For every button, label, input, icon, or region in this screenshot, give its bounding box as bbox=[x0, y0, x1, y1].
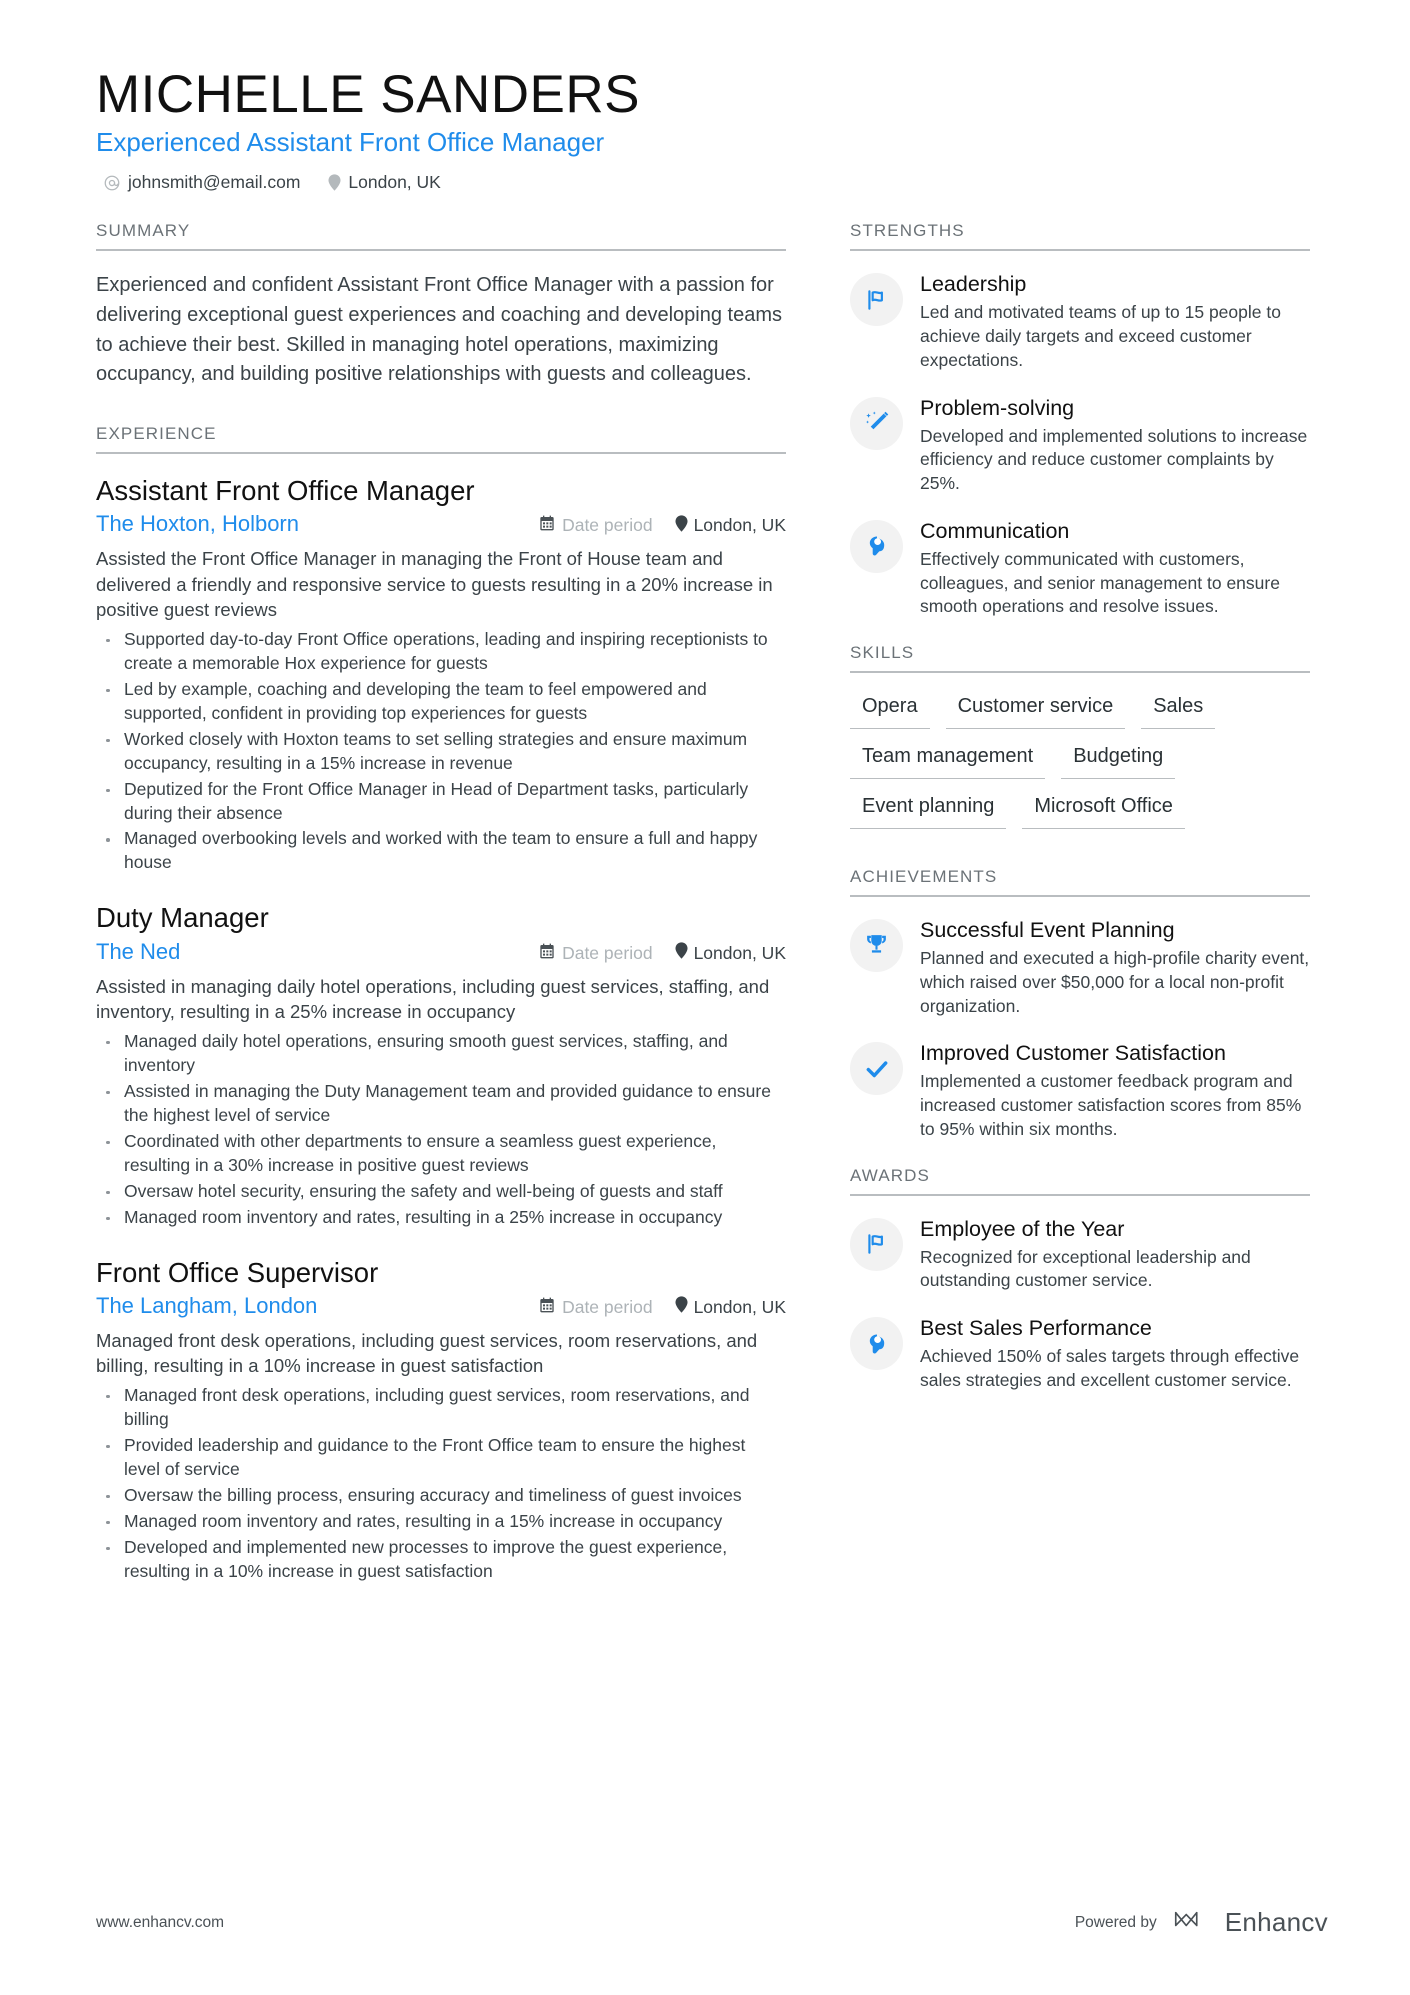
strength-title: Problem-solving bbox=[920, 395, 1075, 420]
job-date bbox=[539, 943, 652, 964]
job-meta bbox=[96, 511, 786, 537]
job-bullets bbox=[96, 1030, 786, 1230]
achievement-title: Improved Customer Satisfaction bbox=[920, 1041, 1226, 1066]
section-awards bbox=[850, 1166, 1310, 1393]
job-bullet: Led by example, coaching and developing the team to feel empowered and supported, confident in providing top experiences for guests bbox=[96, 678, 786, 726]
enhancv-brand[interactable] bbox=[1173, 1906, 1328, 1939]
section-divider bbox=[96, 452, 786, 454]
flag-icon bbox=[850, 1218, 903, 1271]
skill-chip: Microsoft Office bbox=[1022, 793, 1185, 829]
job-summary: Assisted the Front Office Manager in managing the Front of House team and delivered a friendly and responsive service to guests resulting in a 20% increase in positive guest reviews bbox=[96, 548, 773, 621]
award-body bbox=[920, 1216, 1310, 1293]
resume-body bbox=[96, 221, 1328, 1609]
speech-head-icon bbox=[850, 520, 903, 573]
job-summary: Assisted in managing daily hotel operations, including guest services, staffing, and inventory, resulting in a 25% increase in occupancy bbox=[96, 975, 770, 1023]
job-meta-right bbox=[539, 942, 786, 964]
strength-desc: Effectively communicated with customers, colleagues, and senior management to ensure smooth operations and resolve issues. bbox=[920, 548, 1280, 617]
section-summary-heading: SUMMARY bbox=[96, 221, 191, 241]
job-date bbox=[539, 1297, 652, 1318]
calendar-icon bbox=[539, 943, 555, 964]
strength-item bbox=[850, 395, 1310, 496]
strength-body bbox=[920, 395, 1310, 496]
job-summary: Managed front desk operations, including guest services, room reservations, and billing, resulting in a 10% increase in guest satisfaction bbox=[96, 1329, 758, 1377]
strength-body bbox=[920, 271, 1310, 372]
achievement-desc: Planned and executed a high-profile charity event, which raised over $50,000 for a local non-profit organization. bbox=[920, 948, 1310, 1016]
map-pin-icon bbox=[328, 174, 341, 191]
achievement-item bbox=[850, 1040, 1310, 1141]
contact-location-text: London, UK bbox=[348, 172, 441, 193]
job-bullet: Developed and implemented new processes to improve the guest experience, resulting in a 10% increase in guest satisfaction bbox=[96, 1536, 786, 1584]
enhancv-logo-icon bbox=[1173, 1906, 1215, 1939]
contact-email[interactable] bbox=[103, 172, 300, 193]
experience-entry bbox=[96, 474, 786, 876]
skill-chip: Team management bbox=[850, 743, 1045, 779]
candidate-headline: Experienced Assistant Front Office Manager bbox=[96, 127, 605, 158]
job-location bbox=[675, 1296, 786, 1318]
job-company[interactable]: The Langham, London bbox=[96, 1292, 318, 1318]
section-divider bbox=[850, 895, 1310, 897]
job-bullet: Assisted in managing the Duty Management team and provided guidance to ensure the highest level of service bbox=[96, 1080, 786, 1128]
strength-body bbox=[920, 518, 1310, 619]
job-company[interactable]: The Hoxton, Holborn bbox=[96, 511, 299, 537]
strength-desc: Developed and implemented solutions to increase efficiency and reduce customer complaints by 25%. bbox=[920, 425, 1308, 494]
skills-list bbox=[850, 693, 1310, 843]
contact-location bbox=[328, 172, 440, 193]
job-bullet: Managed overbooking levels and worked with the team to ensure a full and happy house bbox=[96, 827, 786, 875]
enhancv-wordmark: Enhancv bbox=[1224, 1907, 1328, 1937]
experience-entry bbox=[96, 901, 786, 1229]
section-divider bbox=[96, 249, 786, 251]
map-pin-icon bbox=[675, 515, 688, 537]
speech-head-icon bbox=[850, 1317, 903, 1370]
powered-by-label: Powered by bbox=[1074, 1913, 1157, 1931]
calendar-icon bbox=[539, 1297, 555, 1318]
skill-chip: Customer service bbox=[946, 693, 1126, 729]
job-bullet: Supported day-to-day Front Office operations, leading and inspiring receptionists to create a memorable Hox experience for guests bbox=[96, 628, 786, 676]
job-bullet: Worked closely with Hoxton teams to set selling strategies and ensure maximum occupancy, resulting in a 15% increase in revenue bbox=[96, 728, 786, 776]
job-date-text: Date period bbox=[562, 1296, 653, 1317]
job-title: Duty Manager bbox=[96, 902, 269, 934]
job-title: Assistant Front Office Manager bbox=[96, 474, 475, 506]
award-item bbox=[850, 1315, 1310, 1392]
resume-header bbox=[96, 66, 1328, 193]
job-company[interactable]: The Ned bbox=[96, 938, 181, 964]
section-strengths bbox=[850, 221, 1310, 619]
strength-title: Communication bbox=[920, 518, 1070, 543]
trophy-icon bbox=[850, 919, 903, 972]
job-date bbox=[539, 515, 652, 536]
job-bullet: Coordinated with other departments to ensure a seamless guest experience, resulting in a 30% increase in positive guest reviews bbox=[96, 1130, 786, 1178]
section-achievements-heading: ACHIEVEMENTS bbox=[850, 867, 998, 887]
job-title: Front Office Supervisor bbox=[96, 1256, 379, 1288]
resume-footer bbox=[96, 1906, 1328, 1939]
skill-chip: Opera bbox=[850, 693, 930, 729]
award-desc: Achieved 150% of sales targets through effective sales strategies and excellent customer service. bbox=[920, 1346, 1300, 1390]
section-achievements bbox=[850, 867, 1310, 1142]
job-location bbox=[675, 515, 786, 537]
check-icon bbox=[850, 1042, 903, 1095]
job-meta bbox=[96, 939, 786, 965]
job-bullet: Managed front desk operations, including guest services, room reservations, and billing bbox=[96, 1384, 786, 1432]
section-skills bbox=[850, 643, 1310, 843]
section-experience-heading: EXPERIENCE bbox=[96, 423, 217, 443]
job-bullets bbox=[96, 1384, 786, 1584]
achievement-body bbox=[920, 1040, 1310, 1141]
candidate-name: MICHELLE SANDERS bbox=[96, 65, 641, 124]
calendar-icon bbox=[539, 515, 555, 536]
footer-brand-group bbox=[1075, 1906, 1328, 1939]
summary-text: Experienced and confident Assistant Front Office Manager with a passion for delivering exceptional guest experiences and coaching and developing teams to achieve their best. Skilled in managing hotel operations, maximizing occupancy, and building positive relationships with guests and colleagues. bbox=[96, 274, 783, 386]
skill-chip: Budgeting bbox=[1061, 743, 1175, 779]
section-divider bbox=[850, 249, 1310, 251]
section-divider bbox=[850, 671, 1310, 673]
strength-item bbox=[850, 271, 1310, 372]
award-desc: Recognized for exceptional leadership and outstanding customer service. bbox=[920, 1246, 1251, 1291]
award-title: Best Sales Performance bbox=[920, 1316, 1152, 1341]
job-meta-right bbox=[539, 515, 786, 537]
achievement-title: Successful Event Planning bbox=[920, 918, 1175, 943]
achievement-desc: Implemented a customer feedback program and increased customer satisfaction scores from 85% to 95% within six months. bbox=[920, 1071, 1302, 1139]
footer-url[interactable]: www.enhancv.com bbox=[96, 1913, 225, 1931]
job-bullet: Provided leadership and guidance to the Front Office team to ensure the highest level of service bbox=[96, 1434, 786, 1482]
job-bullets bbox=[96, 628, 786, 876]
magic-wand-icon bbox=[850, 397, 903, 450]
contact-email-text: johnsmith@email.com bbox=[128, 172, 301, 193]
contact-row bbox=[96, 172, 1328, 193]
award-title: Employee of the Year bbox=[920, 1216, 1125, 1241]
left-column bbox=[96, 221, 786, 1609]
award-item bbox=[850, 1216, 1310, 1293]
job-location-text: London, UK bbox=[693, 1296, 786, 1317]
job-bullet: Managed daily hotel operations, ensuring smooth guest services, staffing, and inventory bbox=[96, 1030, 786, 1078]
flag-icon bbox=[850, 273, 903, 326]
job-date-text: Date period bbox=[562, 515, 653, 536]
section-skills-heading: SKILLS bbox=[850, 643, 915, 663]
job-bullet: Deputized for the Front Office Manager in Head of Department tasks, particularly during their absence bbox=[96, 778, 786, 826]
map-pin-icon bbox=[675, 1296, 688, 1318]
job-meta bbox=[96, 1293, 786, 1319]
strength-item bbox=[850, 518, 1310, 619]
strength-title: Leadership bbox=[920, 272, 1027, 297]
section-awards-heading: AWARDS bbox=[850, 1165, 930, 1185]
section-experience bbox=[96, 424, 786, 1584]
job-bullet: Managed room inventory and rates, resulting in a 25% increase in occupancy bbox=[96, 1206, 786, 1230]
achievement-item bbox=[850, 917, 1310, 1018]
job-bullet: Managed room inventory and rates, resulting in a 15% increase in occupancy bbox=[96, 1510, 786, 1534]
job-bullet: Oversaw hotel security, ensuring the safety and well-being of guests and staff bbox=[96, 1180, 786, 1204]
right-column bbox=[850, 221, 1310, 1414]
section-summary bbox=[96, 221, 786, 389]
skill-chip: Event planning bbox=[850, 793, 1006, 829]
experience-entry bbox=[96, 1256, 786, 1584]
job-location bbox=[675, 942, 786, 964]
at-sign-icon bbox=[103, 174, 121, 192]
achievement-body bbox=[920, 917, 1310, 1018]
strength-desc: Led and motivated teams of up to 15 people to achieve daily targets and exceed customer expectations. bbox=[920, 302, 1281, 370]
award-body bbox=[920, 1315, 1310, 1392]
job-location-text: London, UK bbox=[693, 515, 786, 536]
skill-chip: Sales bbox=[1141, 693, 1215, 729]
job-bullet: Oversaw the billing process, ensuring accuracy and timeliness of guest invoices bbox=[96, 1484, 786, 1508]
map-pin-icon bbox=[675, 942, 688, 964]
job-meta-right bbox=[539, 1296, 786, 1318]
job-date-text: Date period bbox=[562, 942, 653, 963]
job-location-text: London, UK bbox=[693, 942, 786, 963]
section-divider bbox=[850, 1194, 1310, 1196]
section-strengths-heading: STRENGTHS bbox=[850, 221, 965, 241]
